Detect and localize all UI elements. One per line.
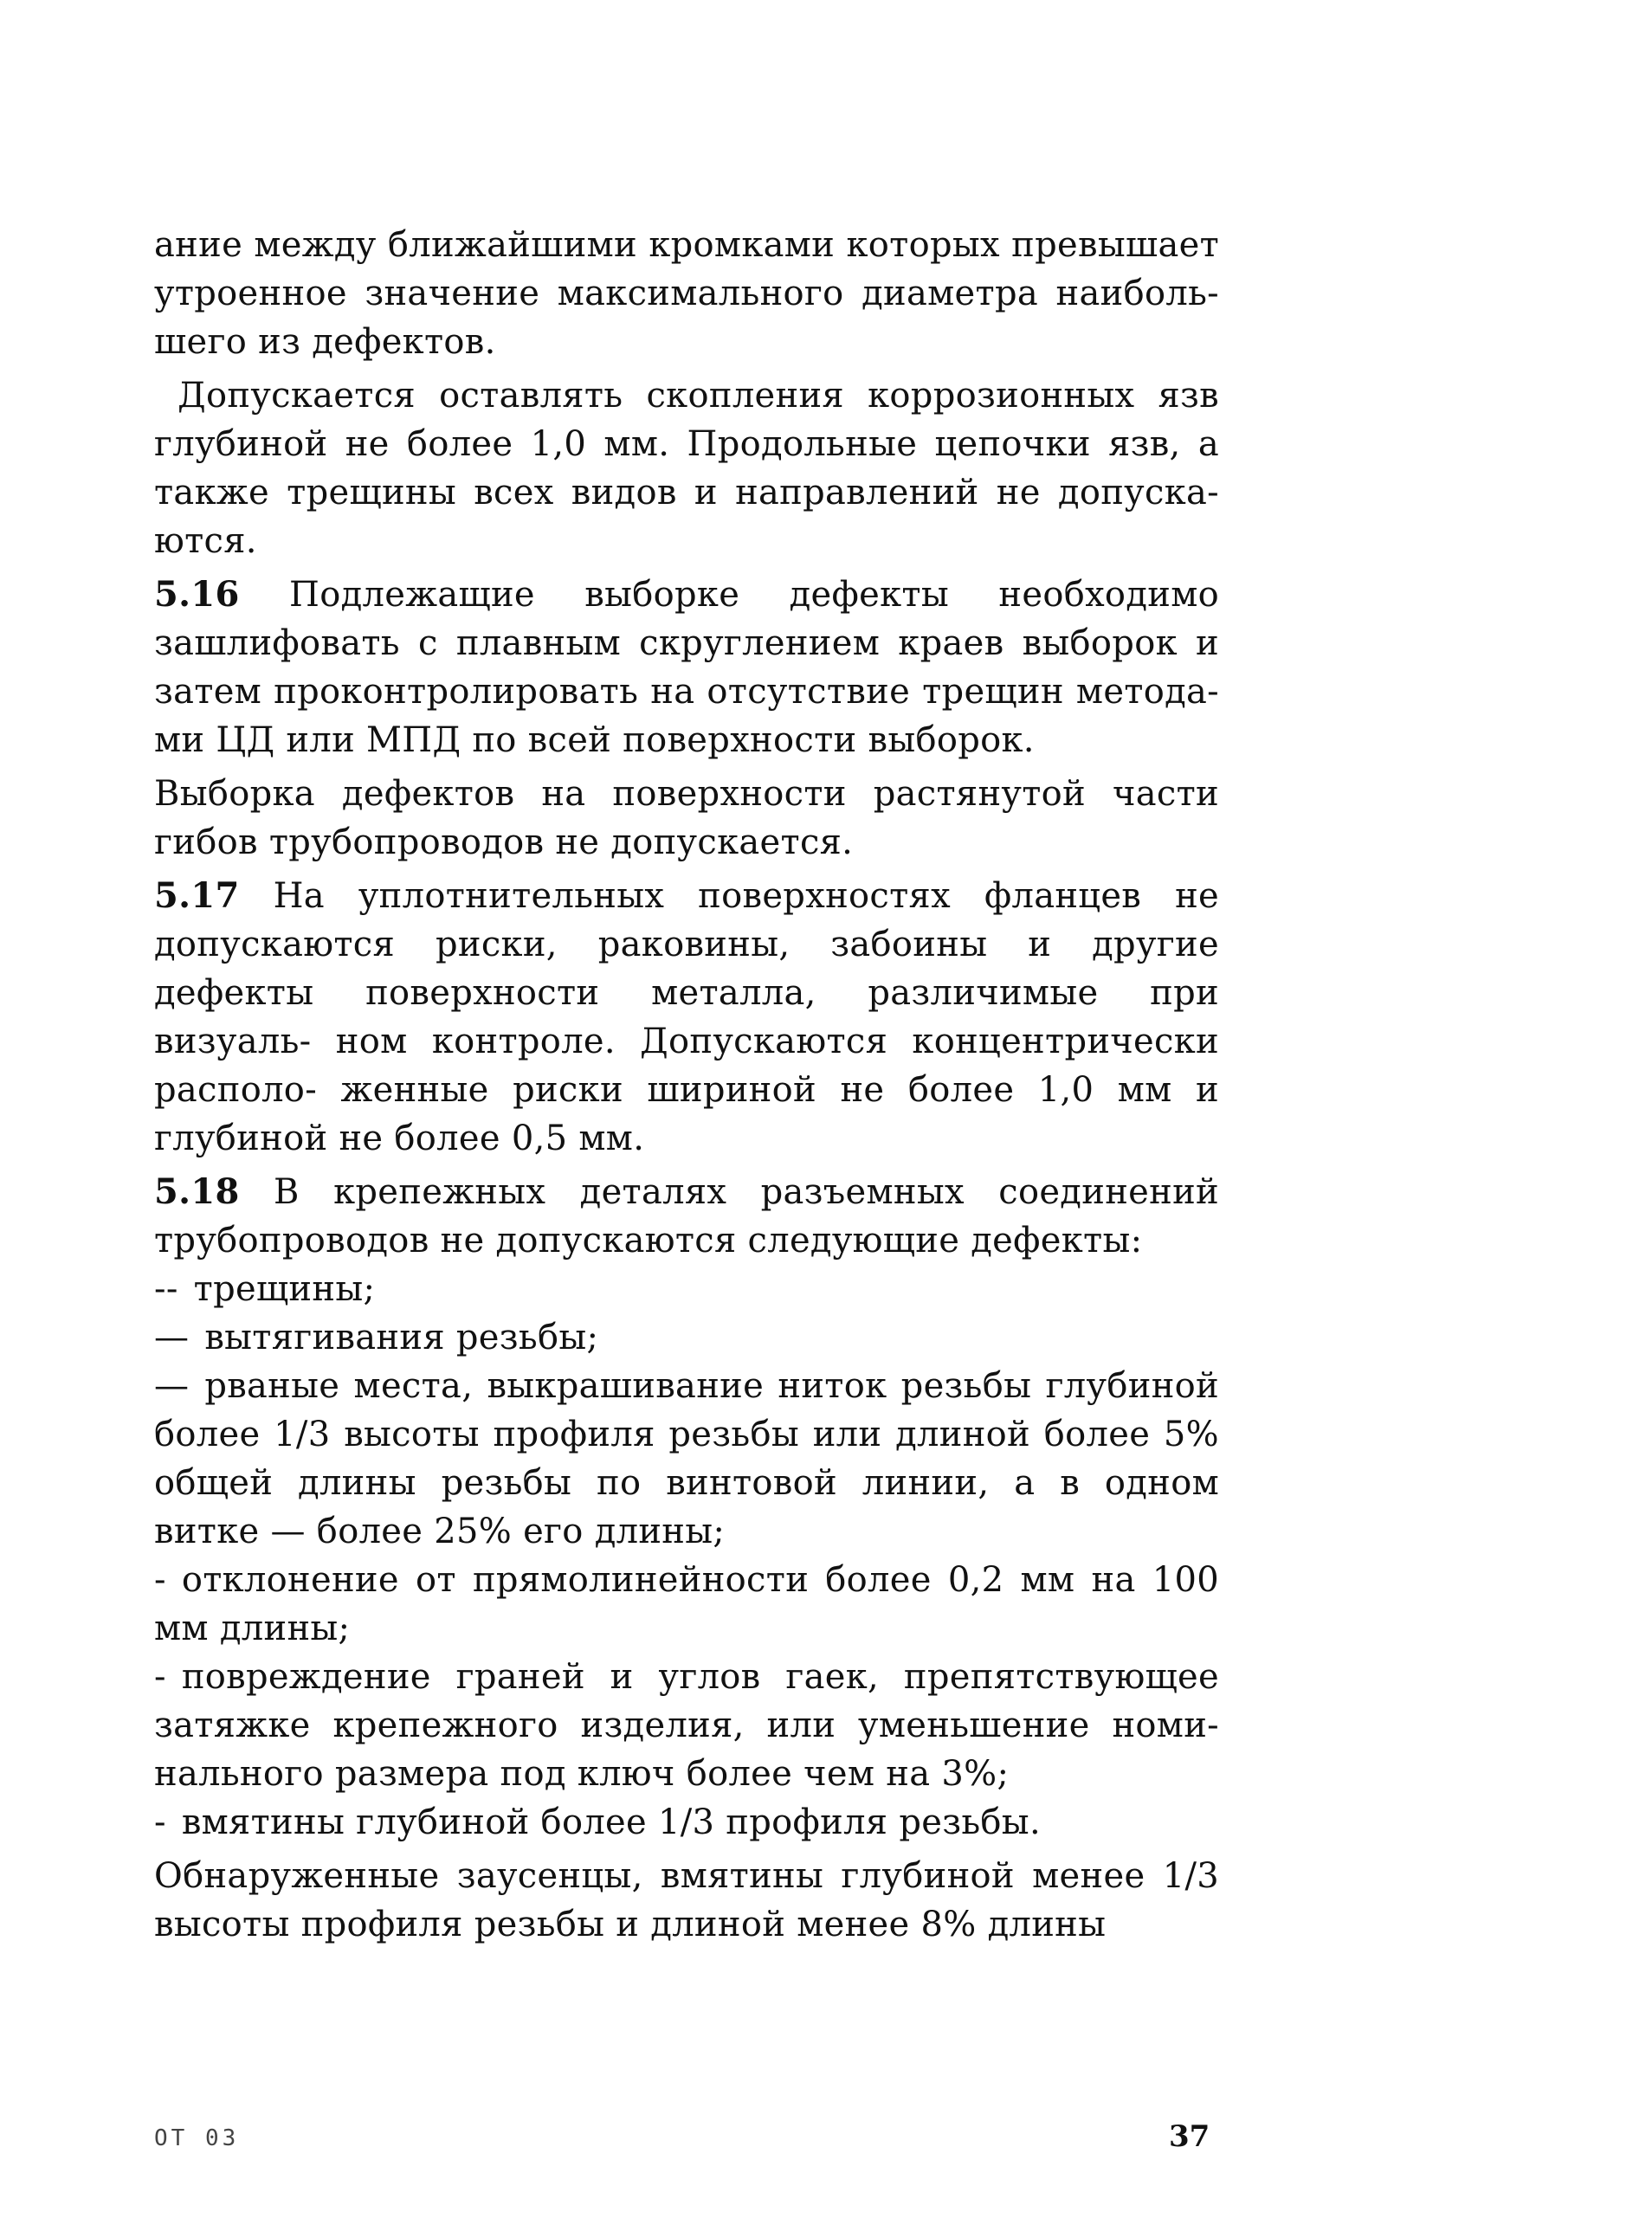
text-line: Допускается оставлять скопления коррозионных язв	[177, 376, 1219, 416]
section-5-18	[154, 1168, 1219, 1265]
text-line: рваные места, выкрашивание ниток резьбы	[204, 1366, 1032, 1406]
text-line: также трещины всех видов и направлений не допуска-	[154, 473, 1219, 513]
text-line: зашлифовать с плавным скруглением краев выборок и	[154, 623, 1219, 663]
text-line: ми ЦД или МПД по всей поверхности выборок.	[154, 720, 1035, 760]
text-line: утроенное значение максимального диаметра наиболь-	[154, 274, 1219, 313]
text-line: одном витке — более 25% его длины;	[154, 1463, 1219, 1551]
text-line: трубопроводов не допускаются следующие дефекты:	[154, 1221, 1143, 1261]
text-line: 100 мм длины;	[154, 1560, 1220, 1648]
text-line: более 5% общей длины резьбы по винтовой линии, а в	[154, 1415, 1219, 1503]
list-item	[154, 1265, 1219, 1313]
section-5-17	[154, 872, 1219, 1163]
text-line: затяжке крепежного изделия, или уменьшение номи-	[154, 1705, 1219, 1745]
page-number: 37	[1169, 2119, 1210, 2154]
text-line: гибов трубопроводов не допускается.	[154, 822, 854, 862]
text-line: Подлежащие выборке дефекты необходимо	[289, 575, 1220, 615]
section-5-16	[154, 571, 1219, 764]
list-dash: -	[154, 1657, 166, 1697]
text-line: 1/3 высоты профиля резьбы и длиной менее 8% длины	[154, 1856, 1219, 1944]
list-item	[154, 1653, 1219, 1798]
text-line: допускаются риски, раковины, забоины и другие	[154, 925, 1219, 964]
list-item	[154, 1556, 1219, 1653]
text-line: отклонение от прямолинейности более 0,2 мм на	[181, 1560, 1136, 1600]
text-line: женные риски шириной не более 1,0 мм и глубиной не	[154, 1070, 1220, 1158]
footer-code: ОТ 03	[154, 2125, 240, 2151]
list-dash: -	[154, 1802, 166, 1842]
text-line: нального размера под ключ более чем на 3%;	[154, 1754, 1010, 1794]
text-line: повреждение граней и углов гаек, препятствующее	[181, 1657, 1219, 1697]
list-dash: —	[154, 1366, 190, 1406]
text-line: ются.	[154, 521, 257, 561]
section-number: 5.18	[154, 1171, 240, 1212]
text-line: На уплотнительных поверхностях фланцев не	[273, 876, 1219, 916]
text-line: шего из дефектов.	[154, 322, 496, 362]
text-line: ание между ближайшими кромками которых превышает	[154, 225, 1219, 265]
list-item	[154, 1313, 1219, 1362]
text-line: Обнаруженные заусенцы, вмятины глубиной менее	[154, 1856, 1145, 1896]
list-item	[154, 1798, 1219, 1847]
text-line: затем проконтролировать на отсутствие трещин метода-	[154, 672, 1219, 712]
text-line: трещины;	[193, 1269, 376, 1309]
paragraph-bends	[154, 770, 1219, 867]
text-line: вмятины глубиной более 1/3 профиля резьбы.	[181, 1802, 1041, 1842]
section-number: 5.16	[154, 574, 240, 615]
text-line: вытягивания резьбы;	[204, 1318, 599, 1357]
text-line: глубиной не более 1,0 мм. Продольные цепочки язв, а	[154, 424, 1219, 464]
paragraph-closing	[154, 1852, 1219, 1949]
paragraph-continuation	[154, 221, 1219, 366]
list-dash: —	[154, 1318, 190, 1357]
text-line: дефекты поверхности металла, различимые при визуаль-	[154, 973, 1219, 1061]
text-line: более 0,5 мм.	[394, 1119, 645, 1158]
list-item	[154, 1362, 1219, 1556]
text-line: В крепежных деталях разъемных соединений	[274, 1172, 1220, 1212]
paragraph-corrosion	[154, 371, 1219, 565]
section-number: 5.17	[154, 875, 240, 916]
body-text	[154, 221, 1219, 1949]
text-line: ном контроле. Допускаются концентрически располо-	[154, 1022, 1219, 1110]
text-line: Выборка дефектов на поверхности растянутой части	[154, 774, 1219, 814]
list-dash: -	[154, 1560, 166, 1600]
list-dash: --	[154, 1269, 178, 1309]
text-line: глубиной более 1/3 высоты профиля резьбы или длиной	[154, 1366, 1219, 1454]
